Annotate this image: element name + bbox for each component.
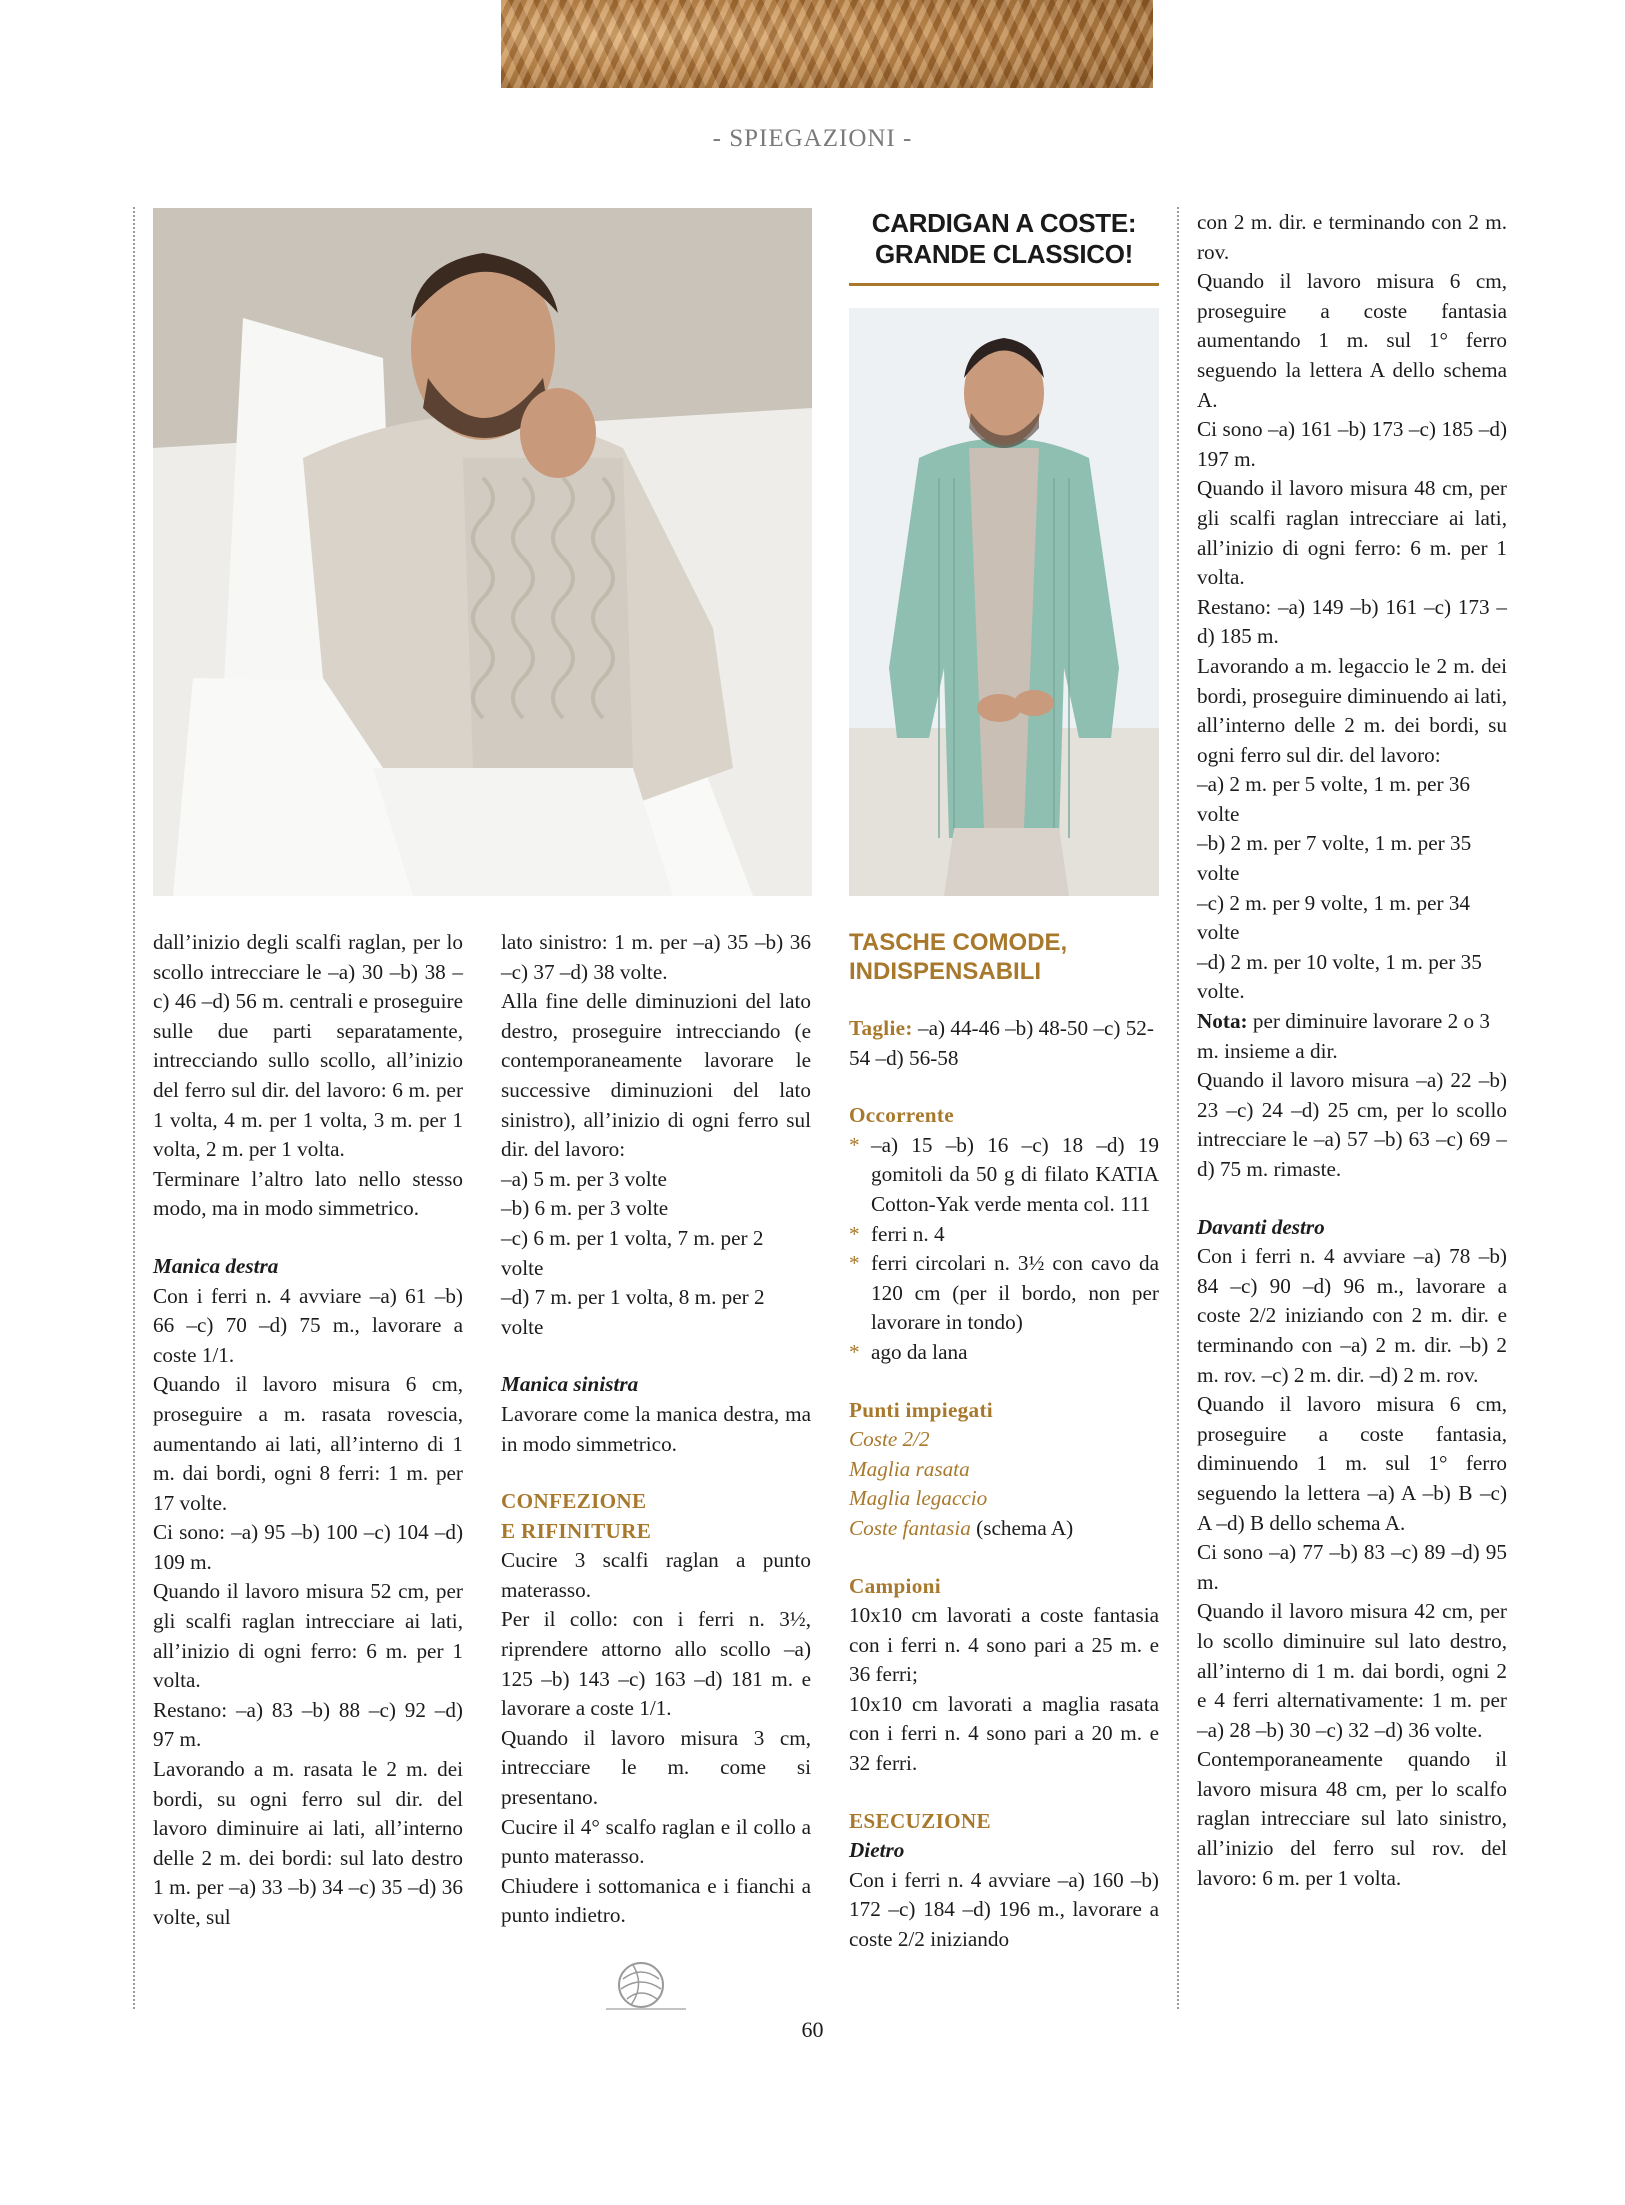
note-text: per diminuire lavorare 2 o 3 m. insieme a dir.	[1197, 1009, 1491, 1063]
subtitle-line-1: TASCHE COMODE,	[849, 929, 1068, 956]
paragraph: Ci sono –a) 161 –b) 173 –c) 185 –d) 197 m.	[1197, 417, 1507, 471]
paragraph: Lavorando a m. rasata le 2 m. dei bordi, su ogni ferro sul dir. del lavoro diminuire ai lati, all’interno delle 2 m. dei bordi: sul lato destro 1 m. per –a) 33 –b) 34 –c) 35 –d) 36 volte, sul	[153, 1757, 463, 1929]
paragraph: Cucire il 4° scalfo raglan e il collo a punto materasso.	[501, 1814, 811, 1869]
stitches-heading: Punti impiegati	[849, 1397, 993, 1422]
list-item: –a) 5 m. per 3 volte	[501, 1166, 667, 1191]
list-item	[849, 1249, 1159, 1338]
note	[1197, 1007, 1507, 1066]
paragraph: Con i ferri n. 4 avviare –a) 61 –b) 66 –c) 70 –d) 75 m., lavorare a coste 1/1.	[153, 1283, 463, 1367]
stitch-item	[849, 1514, 1159, 1544]
column-3	[849, 928, 1159, 1955]
paragraph: Alla fine delle diminuzioni del lato destro, proseguire intrecciando (e contemporaneamente lavorare le successive diminuzioni del lato sinistro), all’inizio di ogni ferro sul dir. del lavoro:	[501, 989, 811, 1162]
paragraph: Quando il lavoro misura –a) 22 –b) 23 –c) 24 –d) 25 cm, per lo scollo intrecciare le –a) 57 –b) 63 –c) 69 –d) 75 m. rimaste.	[1197, 1068, 1507, 1181]
materials-heading: Occorrente	[849, 1103, 954, 1128]
sweater-model-illustration	[153, 208, 812, 896]
sweater-model-photo	[153, 208, 812, 896]
bullet-marker: *	[849, 1339, 860, 1364]
column-rule-left	[133, 207, 135, 2009]
front-right-heading: Davanti destro	[1197, 1214, 1325, 1239]
subtitle	[849, 928, 1159, 986]
knit-texture-photo	[501, 0, 1153, 88]
paragraph: Restano: –a) 149 –b) 161 –c) 173 –d) 185 m.	[1197, 594, 1507, 649]
paragraph: Restano: –a) 83 –b) 88 –c) 92 –d) 97 m.	[153, 1697, 463, 1752]
paragraph: Contemporaneamente quando il lavoro misura 48 cm, per lo scalfo raglan intrecciare sul lato sinistro, all’inizio del ferro sul rov. del lavoro: 6 m. per 1 volta.	[1197, 1747, 1507, 1890]
column-2	[501, 928, 811, 2015]
column-4	[1197, 208, 1507, 1893]
paragraph: Cucire 3 scalfi raglan a punto materasso.	[501, 1548, 811, 1602]
finishing-heading-2: E RIFINITURE	[501, 1518, 652, 1543]
subtitle-line-2: INDISPENSABILI	[849, 958, 1042, 985]
sleeve-left-heading: Manica sinistra	[501, 1372, 639, 1397]
paragraph: Quando il lavoro misura 6 cm, proseguire a coste fantasia aumentando 1 m. sul 1° ferro seguendo la lettera A dello schema A.	[1197, 269, 1507, 412]
paragraph: dall’inizio degli scalfi raglan, per lo scollo intrecciare le –a) 30 –b) 38 –c) 46 –d) 56 m. centrali e proseguire sulle due parti separatamente, intrecciando sullo scollo, all’inizio del ferro sul dir. del lavoro: 6 m. per 1 volta, 4 m. per 1 volta, 3 m. per 1 volta, 2 m. per 1 volta.	[153, 930, 463, 1162]
cardigan-model-illustration	[849, 308, 1159, 896]
paragraph: Quando il lavoro misura 52 cm, per gli scalfi raglan intrecciare ai lati, all’inizio di ogni ferro: 6 m. per 1 volta.	[153, 1579, 463, 1693]
bullet-marker: *	[849, 1132, 860, 1157]
sizes-label: Taglie:	[849, 1016, 913, 1040]
paragraph: Con i ferri n. 4 avviare –a) 160 –b) 172 –c) 184 –d) 196 m., lavorare a coste 2/2 iniziando	[849, 1867, 1159, 1952]
list-item	[849, 1131, 1159, 1220]
back-heading: Dietro	[849, 1838, 905, 1863]
list-item: –b) 2 m. per 7 volte, 1 m. per 35 volte	[1197, 831, 1472, 886]
list-item: –c) 2 m. per 9 volte, 1 m. per 34 volte	[1197, 890, 1471, 945]
paragraph: Con i ferri n. 4 avviare –a) 78 –b) 84 –c) 90 –d) 96 m., lavorare a coste 2/2 iniziando con 2 m. dir. e terminando con –a) 2 m. dir. –b) 2 m. rov. –c) 2 m. dir. –d) 2 m. rov.	[1197, 1244, 1507, 1387]
page-number: 60	[801, 2017, 824, 2042]
list-item: –a) 2 m. per 5 volte, 1 m. per 36 volte	[1197, 772, 1471, 826]
stitch-name: Coste fantasia	[849, 1515, 971, 1540]
paragraph: lato sinistro: 1 m. per –a) 35 –b) 36 –c) 37 –d) 38 volte.	[501, 930, 811, 984]
paragraph: Quando il lavoro misura 3 cm, intrecciare le m. come si presentano.	[501, 1725, 811, 1810]
sleeve-right-heading: Manica destra	[153, 1253, 279, 1278]
paragraph: con 2 m. dir. e terminando con 2 m. rov.	[1197, 210, 1507, 264]
execution-heading: ESECUZIONE	[849, 1808, 991, 1833]
paragraph: Per il collo: con i ferri n. 3½, riprendere attorno allo scollo –a) 125 –b) 143 –c) 163 –d) 181 m. e lavorare a coste 1/1.	[501, 1607, 811, 1721]
note-label: Nota:	[1197, 1009, 1248, 1034]
material-text: ferri n. 4	[871, 1221, 945, 1246]
list-item: –b) 6 m. per 3 volte	[501, 1196, 669, 1221]
paragraph: Terminare l’altro lato nello stesso modo, ma in modo simmetrico.	[153, 1166, 463, 1221]
samples-heading: Campioni	[849, 1573, 941, 1598]
column-rule-right	[1177, 207, 1179, 2009]
paragraph: 10x10 cm lavorati a maglia rasata con i ferri n. 4 sono pari a 20 m. e 32 ferri.	[849, 1691, 1159, 1776]
material-text: –a) 15 –b) 16 –c) 18 –d) 19 gomitoli da 50 g di filato KATIA Cotton-Yak verde menta col. 111	[871, 1132, 1159, 1216]
list-item: –c) 6 m. per 1 volta, 7 m. per 2 volte	[501, 1225, 764, 1280]
stitch-note: (schema A)	[970, 1515, 1074, 1540]
paragraph: Ci sono: –a) 95 –b) 100 –c) 104 –d) 109 m.	[153, 1520, 463, 1574]
column-1	[153, 928, 463, 1933]
paragraph: Lavorare come la manica destra, ma in modo simmetrico.	[501, 1401, 811, 1456]
paragraph: Quando il lavoro misura 48 cm, per gli scalfi raglan intrecciare ai lati, all’inizio di ogni ferro: 6 m. per 1 volta.	[1197, 476, 1507, 590]
finishing-heading: CONFEZIONE	[501, 1489, 647, 1514]
material-text: ago da lana	[871, 1339, 968, 1364]
list-item: –d) 7 m. per 1 volta, 8 m. per 2 volte	[501, 1285, 765, 1339]
list-item	[849, 1220, 1159, 1250]
sizes	[849, 1014, 1159, 1073]
title-underline	[849, 283, 1159, 286]
stitch-item: Maglia legaccio	[849, 1486, 988, 1511]
page-header: - SPIEGAZIONI -	[712, 125, 913, 152]
yarn-ball-icon	[601, 1951, 691, 2015]
material-text: ferri circolari n. 3½ con cavo da 120 cm (per il bordo, non per lavorare in tondo)	[871, 1251, 1159, 1335]
list-item	[849, 1338, 1159, 1368]
paragraph: Quando il lavoro misura 6 cm, proseguire a coste fantasia, diminuendo 1 m. sul 1° ferro seguendo la lettera –a) A –b) B –c) A –d) B dello schema A.	[1197, 1392, 1507, 1535]
paragraph: Quando il lavoro misura 6 cm, proseguire a m. rasata rovescia, aumentando ai lati, all’interno di 1 m. dai bordi, ogni 8 ferri: 1 m. per 17 volte.	[153, 1372, 463, 1515]
stitch-item: Coste 2/2	[849, 1427, 930, 1452]
bullet-marker: *	[849, 1251, 860, 1276]
paragraph: 10x10 cm lavorati a coste fantasia con i ferri n. 4 sono pari a 25 m. e 36 ferri;	[849, 1603, 1159, 1687]
list-item: –d) 2 m. per 10 volte, 1 m. per 35 volte.	[1197, 949, 1482, 1004]
section-title: CARDIGAN A COSTE: GRANDE CLASSICO!	[871, 208, 1137, 269]
bullet-marker: *	[849, 1221, 860, 1246]
stitch-item: Maglia rasata	[849, 1456, 970, 1481]
paragraph: Quando il lavoro misura 42 cm, per lo scollo diminuire sul lato destro, all’interno di 1 m. dai bordi, ogni 2 e 4 ferri alternativamente: 1 m. per –a) 28 –b) 30 –c) 32 –d) 36 volte.	[1197, 1599, 1507, 1742]
paragraph: Chiudere i sottomanica e i fianchi a punto indietro.	[501, 1873, 811, 1928]
paragraph: Ci sono –a) 77 –b) 83 –c) 89 –d) 95 m.	[1197, 1540, 1507, 1594]
sizes-text: –a) 44-46 –b) 48-50 –c) 52-54 –d) 56-58	[849, 1016, 1154, 1070]
paragraph: Lavorando a m. legaccio le 2 m. dei bordi, proseguire diminuendo ai lati, all’interno delle 2 m. dei bordi, su ogni ferro sul dir. del lavoro:	[1197, 653, 1507, 767]
cardigan-model-photo	[849, 308, 1159, 896]
